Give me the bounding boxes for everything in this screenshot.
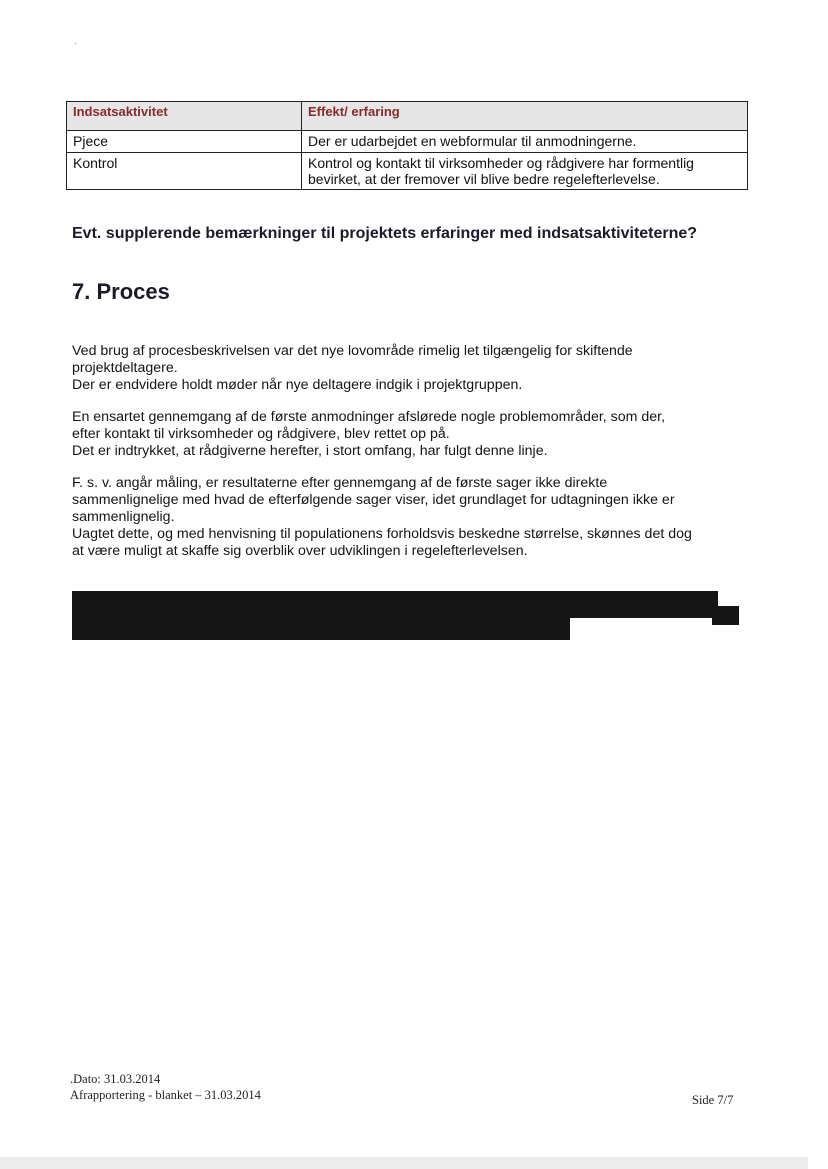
text-line: sammenlignelig.: [72, 509, 175, 525]
row-effect: Der er udarbejdet en webformular til anmodningerne.: [302, 131, 748, 153]
scan-edge: [0, 1157, 808, 1169]
section-heading: 7. Proces: [72, 279, 170, 304]
supplementary-question: Evt. supplerende bemærkninger til projektets erfaringer med indsatsaktiviteterne?: [72, 225, 698, 242]
text-line: F. s. v. angår måling, er resultaterne efter gennemgang af de første sager ikke direkte: [72, 475, 608, 491]
header-effect: Effekt/ erfaring: [302, 102, 748, 131]
text-line: Ved brug af procesbeskrivelsen var det nye lovområde rimelig let tilgængelig for skiftende: [72, 343, 633, 359]
text-line: Der er endvidere holdt møder når nye deltagere indgik i projektgruppen.: [72, 377, 523, 393]
paragraph: [72, 343, 752, 394]
indsats-table: [66, 101, 748, 190]
table-row: [67, 153, 748, 190]
page-number: Side 7/7: [692, 1093, 734, 1107]
redaction-bar: [72, 616, 570, 640]
footer-date: .Dato: 31.03.2014: [70, 1072, 161, 1086]
row-effect-line: bevirket, at der fremover vil blive bedre regelefterlevelse.: [308, 171, 660, 187]
redaction-bar: [712, 606, 739, 625]
text-line: projektdeltagere.: [72, 360, 178, 376]
table-row: [67, 131, 748, 153]
header-activity: Indsatsaktivitet: [67, 102, 302, 131]
row-effect: [302, 153, 748, 190]
text-line: Uagtet dette, og med henvisning til populationens forholdsvis beskedne størrelse, skønnes det dog: [72, 526, 692, 542]
stray-dot: .: [74, 36, 77, 47]
text-line: En ensartet gennemgang af de første anmodninger afslørede nogle problemområder, som der,: [72, 409, 666, 425]
paragraph: [72, 409, 752, 460]
table-header-row: [67, 102, 748, 131]
text-line: at være muligt at skaffe sig overblik over udviklingen i regelefterlevelsen.: [72, 543, 528, 559]
footer-document: Afrapportering - blanket – 31.03.2014: [70, 1088, 261, 1102]
footer-meta: [70, 1071, 261, 1103]
text-line: Det er indtrykket, at rådgiverne herefter, i stort omfang, har fulgt denne linje.: [72, 443, 548, 459]
row-effect-line: Kontrol og kontakt til virksomheder og rådgivere har formentlig: [308, 155, 694, 171]
row-activity: Kontrol: [67, 153, 302, 190]
row-activity: Pjece: [67, 131, 302, 153]
text-line: sammenlignelige med hvad de efterfølgende sager viser, idet grundlaget for udtagningen ikke er: [72, 492, 675, 508]
paragraph: [72, 475, 752, 560]
text-line: efter kontakt til virksomheder og rådgivere, blev rettet op på.: [72, 426, 450, 442]
redaction-bar: [72, 591, 718, 618]
process-body: [72, 343, 752, 575]
